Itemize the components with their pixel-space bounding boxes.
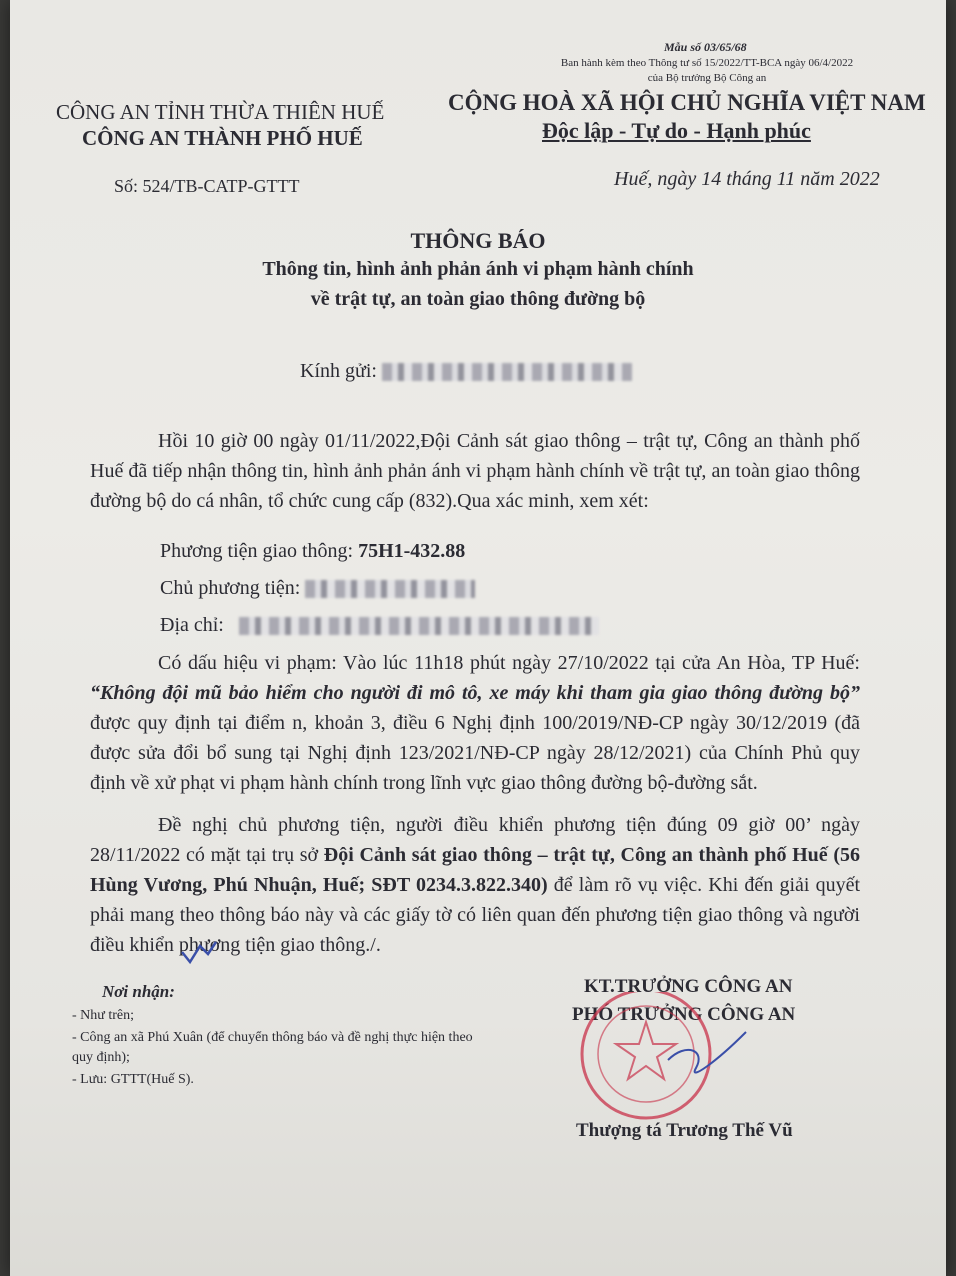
redacted-owner <box>305 580 475 598</box>
national-motto: Độc lập - Tự do - Hạnh phúc <box>542 118 811 143</box>
intro-paragraph: Hồi 10 giờ 00 ngày 01/11/2022,Đội Cảnh sát giao thông – trật tự, Công an thành phố Huế đã tiếp nhận thông tin, hình ảnh phản ánh vi phạm hành chính về trật tự, an toàn giao thông đường bộ do cá nhân, tổ chức cung cấp (832).Qua xác minh, xem xét: <box>90 430 860 512</box>
request-place: Đội Cảnh sát giao thông – trật tự, Công an thành phố Huế (56 Hùng Vương, Phú Nhuận, Huế; SĐT 0234.3.822.340) <box>90 844 861 896</box>
address-label: Địa chỉ: <box>160 614 224 636</box>
vehicle-label: Phương tiện giao thông: <box>160 540 354 562</box>
signer-name: Thượng tá Trương Thế Vũ <box>576 1120 793 1141</box>
redacted-addressee <box>382 363 632 381</box>
addressee <box>300 360 632 383</box>
recipients-title: Nơi nhận: <box>102 982 175 1001</box>
owner-field <box>160 577 475 600</box>
place-date: Huế, ngày 14 tháng 11 năm 2022 <box>614 168 880 190</box>
violation-quote: “Không đội mũ bảo hiểm cho người đi mô tô, xe máy khi tham gia giao thông đường bộ” <box>90 682 860 704</box>
nation-title: CỘNG HOÀ XÃ HỘI CHỦ NGHĨA VIỆT NAM <box>448 90 926 115</box>
document-number: Số: 524/TB-CATP-GTTT <box>114 176 300 196</box>
addressee-label: Kính gửi: <box>300 360 377 382</box>
form-code: Mẫu số 03/65/68 <box>664 40 747 54</box>
violation-rest: được quy định tại điểm n, khoản 3, điều 6 Nghị định 100/2019/NĐ-CP ngày 30/12/2019 (đã được sửa đổi bổ sung tại Nghị định 123/2021/NĐ-CP ngày 28/12/2021) của Chính Phủ quy định về xử phạt vi phạm hành chính trong lĩnh vực giao thông đường bộ-đường sắt. <box>90 712 860 794</box>
agency-name: CÔNG AN THÀNH PHỐ HUẾ <box>82 126 363 150</box>
document-page <box>10 0 946 1276</box>
vehicle-plate: 75H1-432.88 <box>358 540 466 562</box>
vehicle-field <box>160 540 465 563</box>
recipient-item: - Lưu: GTTT(Huế S). <box>72 1072 194 1087</box>
violation-paragraph <box>90 648 860 798</box>
recipient-item: - Như trên; <box>72 1008 135 1023</box>
request-intro: Đề nghị chủ phương tiện, người điều khiển phương tiện đúng 09 giờ 00’ ngày 28/11/2022 có mặt tại trụ sở <box>90 814 860 866</box>
recipient-item: - Công an xã Phú Xuân (để chuyển thông báo và đề nghị thực hiện theo quy định); <box>72 1030 473 1065</box>
signature-title-1: KT.TRƯỞNG CÔNG AN <box>584 976 793 997</box>
request-rest: để làm rõ vụ việc. Khi đến giải quyết phải mang theo thông báo này và các giấy tờ có liên quan đến phương tiện giao thông và người điều khiển phương tiện giao thông./. <box>90 874 861 956</box>
redacted-address <box>239 617 599 635</box>
official-seal-stamp <box>556 992 756 1132</box>
subtitle-line-1: Thông tin, hình ảnh phản ánh vi phạm hành chính <box>262 258 694 280</box>
pen-check-mark <box>178 938 218 968</box>
agency-parent: CÔNG AN TỈNH THỪA THIÊN HUẾ <box>56 100 385 124</box>
form-note: Ban hành kèm theo Thông tư số 15/2022/TT-BCA ngày 06/4/2022 của Bộ trưởng Bộ Công an <box>560 57 854 84</box>
owner-label: Chủ phương tiện: <box>160 577 301 599</box>
subtitle-line-2: về trật tự, an toàn giao thông đường bộ <box>310 288 646 310</box>
violation-intro: Có dấu hiệu vi phạm: Vào lúc 11h18 phút ngày 27/10/2022 tại cửa An Hòa, TP Huế: <box>158 652 860 674</box>
document-title: THÔNG BÁO <box>410 228 546 253</box>
signature-title-2: PHÓ TRƯỞNG CÔNG AN <box>572 1004 796 1025</box>
address-field <box>160 614 599 637</box>
